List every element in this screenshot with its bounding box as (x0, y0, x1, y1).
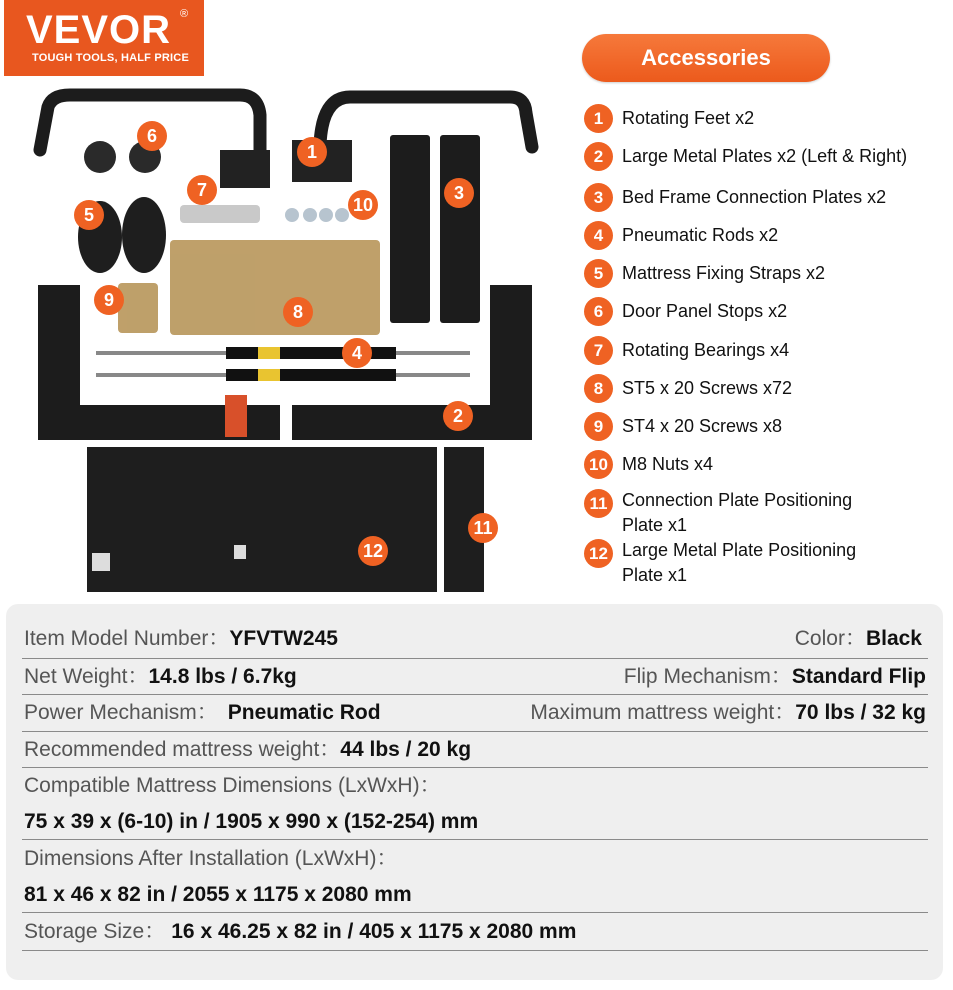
accessory-item (584, 336, 949, 365)
callout-6: 6 (137, 121, 167, 151)
spec-compatible-dimensions-label: Compatible Mattress Dimensions (LxWxH)： (24, 774, 441, 797)
accessory-item (584, 259, 949, 288)
accessory-label: Bed Frame Connection Plates x2 (622, 187, 887, 207)
accessory-item (584, 142, 949, 171)
accessory-number: 6 (584, 297, 613, 326)
accessory-label: ST5 x 20 Screws x72 (622, 378, 793, 398)
accessory-number: 2 (584, 142, 613, 171)
spec-row-model-color (22, 624, 928, 659)
logo-registered-mark: ® (180, 8, 189, 20)
accessory-item (584, 374, 949, 403)
callout-9: 9 (94, 285, 124, 315)
accessory-number: 3 (584, 183, 613, 212)
spec-installed-dimensions-value: 81 x 46 x 82 in / 2055 x 1175 x 2080 mm (24, 883, 412, 906)
accessory-label: Pneumatic Rods x2 (622, 225, 779, 245)
accessory-item (584, 536, 949, 588)
accessory-number: 4 (584, 221, 613, 250)
accessory-number: 10 (584, 450, 613, 479)
accessory-label: Mattress Fixing Straps x2 (622, 263, 826, 283)
accessory-label: Large Metal Plates x2 (Left & Right) (622, 146, 908, 166)
spec-row-storage (22, 913, 928, 951)
accessory-number: 1 (584, 104, 613, 133)
callout-3: 3 (444, 178, 474, 208)
accessory-number: 11 (584, 489, 613, 518)
spec-row-installed-dimensions (22, 840, 928, 913)
accessory-item (584, 450, 949, 479)
accessory-label: Connection Plate Positioning Plate x1 (622, 490, 853, 535)
spec-item-model: Item Model Number：YFVTW245 (24, 627, 338, 650)
callout-2: 2 (443, 401, 473, 431)
spec-row-weight-flip (22, 659, 928, 695)
callout-4: 4 (342, 338, 372, 368)
accessory-label: Rotating Feet x2 (622, 108, 755, 128)
callout-5: 5 (74, 200, 104, 230)
callout-8: 8 (283, 297, 313, 327)
accessory-label: ST4 x 20 Screws x8 (622, 416, 783, 436)
logo-tagline: TOUGH TOOLS, HALF PRICE (32, 52, 189, 64)
spec-row-recommended (22, 732, 928, 768)
callout-10: 10 (348, 190, 378, 220)
spec-storage-size: Storage Size： 16 x 46.25 x 82 in / 405 x 1175 x 2080 mm (24, 920, 577, 943)
accessory-label: M8 Nuts x4 (622, 454, 714, 474)
callout-12: 12 (358, 536, 388, 566)
spec-row-compatible-dimensions (22, 768, 928, 840)
vevor-logo (4, 0, 204, 76)
spec-max-mattress-weight: Maximum mattress weight：70 lbs / 32 kg (530, 701, 926, 724)
accessory-number: 5 (584, 259, 613, 288)
spec-installed-dimensions-label: Dimensions After Installation (LxWxH)： (24, 847, 398, 870)
accessory-label: Large Metal Plate Positioning Plate x1 (622, 540, 857, 585)
product-parts-image (20, 85, 570, 595)
callout-7: 7 (187, 175, 217, 205)
spec-net-weight: Net Weight：14.8 lbs / 6.7kg (24, 665, 297, 688)
accessory-item (584, 486, 949, 538)
spec-compatible-dimensions-value: 75 x 39 x (6-10) in / 1905 x 990 x (152-254) mm (24, 810, 479, 833)
accessory-item (584, 104, 949, 133)
spec-flip-mechanism: Flip Mechanism：Standard Flip (623, 665, 926, 688)
accessory-number: 7 (584, 336, 613, 365)
accessory-item (584, 297, 949, 326)
accessory-label: Door Panel Stops x2 (622, 301, 788, 321)
accessory-item (584, 183, 949, 212)
spec-power-mechanism: Power Mechanism： Pneumatic Rod (24, 701, 381, 724)
accessory-number: 8 (584, 374, 613, 403)
specifications-panel (6, 604, 943, 980)
callout-1: 1 (297, 137, 327, 167)
accessory-label: Rotating Bearings x4 (622, 340, 790, 360)
accessories-title: Accessories (582, 34, 830, 82)
accessory-item (584, 412, 949, 441)
spec-recommended-mattress-weight: Recommended mattress weight：44 lbs / 20 kg (24, 738, 472, 761)
spec-row-power-max (22, 695, 928, 732)
accessory-number: 12 (584, 539, 613, 568)
accessory-item (584, 221, 949, 250)
callout-11: 11 (468, 513, 498, 543)
accessory-number: 9 (584, 412, 613, 441)
logo-brand: VEVOR (26, 8, 172, 52)
spec-color: Color：Black (794, 627, 922, 650)
